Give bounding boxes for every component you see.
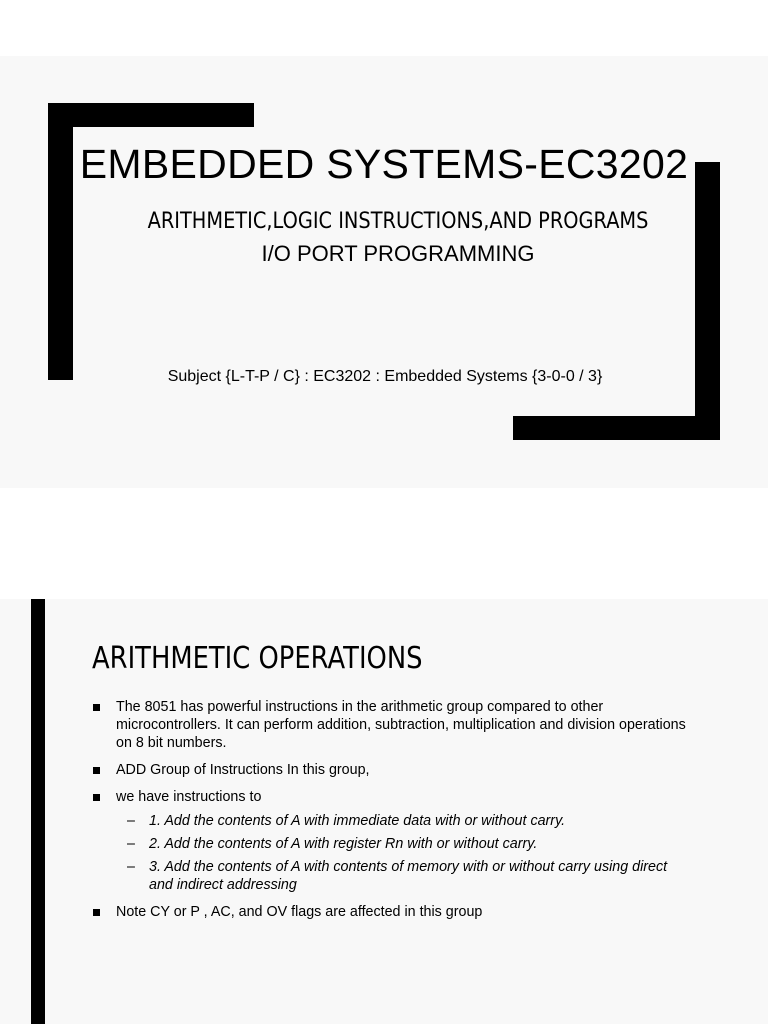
list-item	[92, 698, 692, 752]
frame-bottom-right-horizontal	[513, 416, 720, 440]
frame-top-left-horizontal	[48, 103, 254, 127]
left-accent-bar	[31, 599, 45, 1024]
square-bullet-icon	[93, 767, 100, 774]
slide-subtitle-secondary: I/O PORT PROGRAMMING	[261, 241, 535, 266]
bullet-text: we have instructions to	[116, 789, 262, 805]
bullet-text: ADD Group of Instructions In this group,	[116, 762, 370, 778]
sub-list-item	[116, 835, 692, 853]
sub-list-item	[116, 858, 692, 894]
subject-line: Subject {L-T-P / C} : EC3202 : Embedded Systems {3-0-0 / 3}	[167, 368, 603, 385]
sub-bullet-list	[116, 812, 692, 894]
slide-subtitle: ARITHMETIC,LOGIC INSTRUCTIONS,AND PROGRAMS	[147, 209, 649, 234]
square-bullet-icon	[93, 704, 100, 711]
dash-bullet-icon: –	[127, 859, 135, 875]
list-item	[92, 761, 692, 779]
bullet-list	[92, 698, 692, 930]
content-slide	[0, 599, 768, 1024]
sub-bullet-text: 2. Add the contents of A with register Rn with or without carry.	[149, 836, 538, 852]
square-bullet-icon	[93, 794, 100, 801]
sub-bullet-text: 3. Add the contents of A with contents of memory with or without carry using direct and indirect addressing	[149, 859, 668, 893]
dash-bullet-icon: –	[127, 836, 135, 852]
bullet-text: The 8051 has powerful instructions in the arithmetic group compared to other microcontrollers. It can perform addition, subtraction, multiplication and division operations on 8 bit numbers.	[116, 699, 686, 751]
sub-list-item	[116, 812, 692, 830]
dash-bullet-icon: –	[127, 813, 135, 829]
slide-title: EMBEDDED SYSTEMS-EC3202	[79, 141, 689, 187]
list-item	[92, 903, 692, 921]
title-slide	[0, 56, 768, 488]
bullet-text: Note CY or P , AC, and OV flags are affected in this group	[116, 904, 483, 920]
list-item	[92, 788, 692, 894]
sub-bullet-text: 1. Add the contents of A with immediate data with or without carry.	[149, 813, 566, 829]
section-heading: ARITHMETIC OPERATIONS	[92, 641, 423, 676]
square-bullet-icon	[93, 909, 100, 916]
frame-bottom-right-vertical	[695, 162, 720, 440]
